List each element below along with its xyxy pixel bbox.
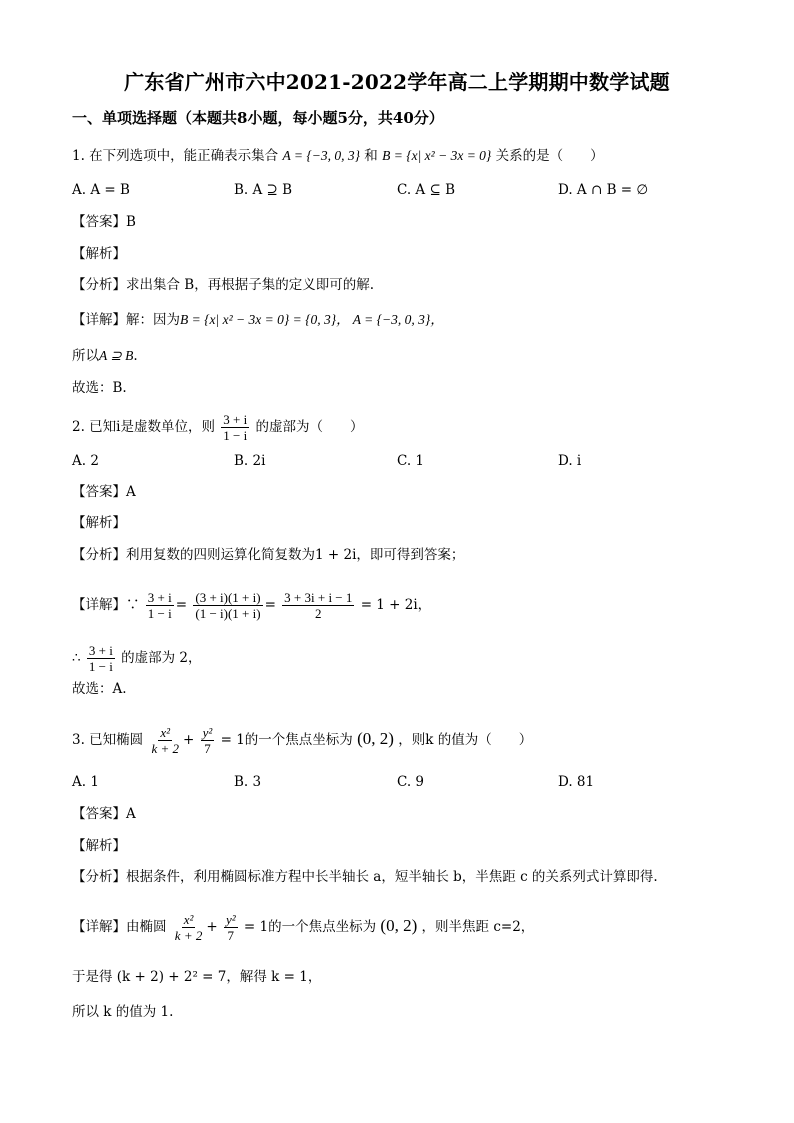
q2-conclusion: 故选：A. xyxy=(72,681,127,697)
q1-conclusion: 故选：B. xyxy=(72,380,127,396)
q2-stem: 2. 已知i是虚数单位，则 $\frac{3 + i}{1 - i}$ 的虚部为（ ） xyxy=(72,412,364,443)
q3-xiangjie: 【详解】由椭圆 $\frac{\text{x²}}{k + 2}$ + $\frac{\text{y²}}{7}$ = 1的一个焦点坐标为 (0, 2) ，则半焦距 c=2， xyxy=(72,912,535,943)
q1-answer: 【答案】B xyxy=(72,214,136,230)
q2-answer: 【答案】A xyxy=(72,484,136,500)
q3-analysis-label: 【解析】 xyxy=(72,838,126,854)
q2-option-d: D. i xyxy=(558,453,582,469)
q3-option-d: D. 81 xyxy=(558,774,595,790)
q1-so: 所以A ⊇ B. xyxy=(72,348,138,364)
q3-answer: 【答案】A xyxy=(72,806,136,822)
q2-option-a: A. 2 xyxy=(72,453,99,469)
q1-option-b: B. A ⊇ B xyxy=(234,182,293,198)
q3-solve: 于是得 (k + 2) + 2² = 7，解得 k = 1， xyxy=(72,969,322,985)
q2-therefore: ∴ $\frac{3 + i}{1 - i}$ 的虚部为 2， xyxy=(72,643,202,674)
q3-conclusion: 所以 k 的值为 1. xyxy=(72,1004,174,1020)
q1-option-d: D. A ∩ B = ∅ xyxy=(558,182,649,198)
q2-option-b: B. 2i xyxy=(234,453,266,469)
q1-option-a: A. A = B xyxy=(72,182,130,198)
q1-analysis-label: 【解析】 xyxy=(72,246,126,262)
q2-analysis-label: 【解析】 xyxy=(72,515,126,531)
section-heading: 一、单项选择题（本题共8小题，每小题5分，共40分） xyxy=(72,109,444,127)
q3-option-c: C. 9 xyxy=(397,774,425,790)
q2-fraction: $\frac{3 + i}{1 - i}$ xyxy=(223,412,248,443)
q1-stem-post: 关系的是（ ） xyxy=(495,148,604,164)
q1-set-a: A = {−3, 0, 3} xyxy=(282,148,360,163)
q3-fenxi: 【分析】根据条件，利用椭圆标准方程中长半轴长 a，短半轴长 b，半焦距 c 的关系列式计算即得. xyxy=(72,869,658,885)
page-title: 广东省广州市六中2021-2022学年高二上学期期中数学试题 xyxy=(124,70,670,94)
q2-fenxi: 【分析】利用复数的四则运算化简复数为1 + 2i，即可得到答案； xyxy=(72,547,465,563)
q1-option-c: C. A ⊆ B xyxy=(397,182,455,198)
q3-stem: 3. 已知椭圆 $\frac{\text{x²}}{k + 2}$ + $\frac{\text{y²}}{7}$ = 1的一个焦点坐标为 (0, 2) ，则k 的值为（ ） xyxy=(72,725,533,756)
q1-set-b: B = {x| x² − 3x = 0} xyxy=(382,148,492,163)
q1-xiangjie: 【详解】解：因为B = {x| x² − 3x = 0} = {0, 3}， A = {−3, 0, 3}， xyxy=(72,312,444,328)
q1-fenxi: 【分析】求出集合 B，再根据子集的定义即可的解. xyxy=(72,277,375,293)
q2-xiangjie: 【详解】∵ $\frac{3 + i}{1 - i}$ = $\frac{(3 + i)(1 + i)}{(1 - i)(1 + i)}$ = $\frac{3 + 3i + i - 1}{2}$ = 1 + 2i， xyxy=(72,590,432,621)
q1-stem-mid: 和 xyxy=(364,148,378,164)
q3-option-b: B. 3 xyxy=(234,774,262,790)
q1-stem xyxy=(72,146,604,166)
q2-option-c: C. 1 xyxy=(397,453,425,469)
q3-option-a: A. 1 xyxy=(72,774,99,790)
q1-stem-text: 1. 在下列选项中，能正确表示集合 xyxy=(72,148,279,164)
